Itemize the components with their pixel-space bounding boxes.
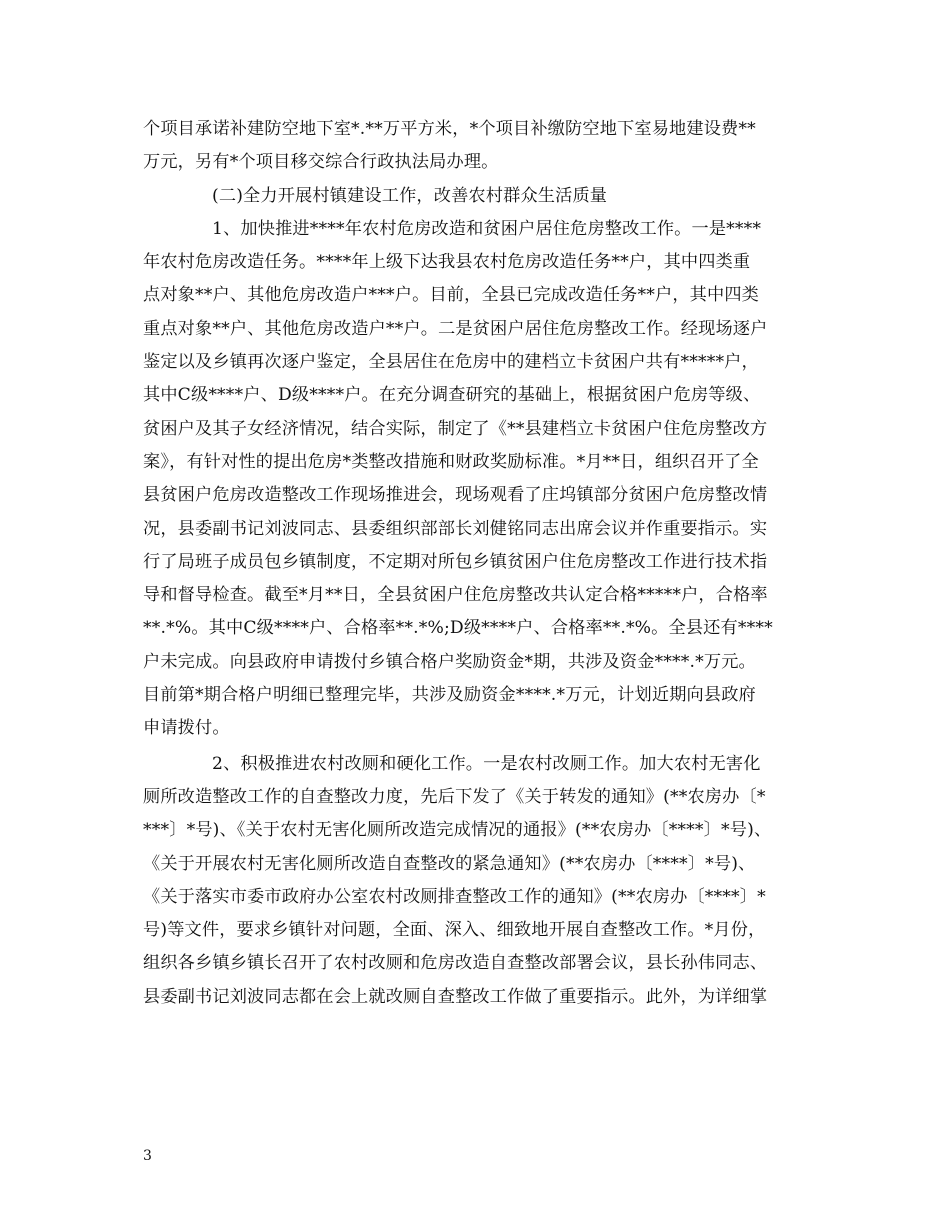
text-line-2: 万元，另有*个项目移交综合行政执法局办理。 — [143, 152, 499, 173]
text-line-18: 目前第*期合格户明细已整理完毕，共涉及励资金****.*万元，计划近期向县政府 — [143, 685, 756, 706]
text-line-6: 点对象**户、其他危房改造户***户。目前，全县已完成改造任务**户，其中四类 — [143, 285, 760, 306]
text-line-15: 导和督导检查。截至*月**日，全县贫困户住危房整改共认定合格*****户，合格率 — [143, 585, 768, 606]
text-line-17: 户未完成。向县政府申请拨付乡镇合格户奖励资金*期，共涉及资金****.*万元。 — [143, 651, 756, 672]
page-number: 3 — [143, 1148, 152, 1164]
text-line-1: 个项目承诺补建防空地下室*.**万平方米，*个项目补缴防空地下室易地建设费** — [143, 119, 756, 139]
document-body — [143, 113, 815, 1014]
text-line-21: 厕所改造整改工作的自查整改力度，先后下发了《关于转发的通知》(**农房办〔* — [143, 786, 766, 807]
text-line-22: ***〕*号)、《关于农村无害化厕所改造完成情况的通报》(**农房办〔****〕*号)、 — [143, 820, 772, 841]
paragraph-1-start: 1、加快推进****年农村危房改造和贫困户居住危房整改工作。一是**** — [212, 218, 762, 239]
text-line-12: 县贫困户危房改造整改工作现场推进会，现场观看了庄坞镇部分贫困户危房整改情 — [143, 485, 768, 506]
text-line-23: 《关于开展农村无害化厕所改造自查整改的紧急通知》(**农房办〔****〕*号)、 — [143, 853, 756, 874]
text-line-24: 《关于落实市委市政府办公室农村改厕排查整改工作的通知》(**农房办〔****〕* — [143, 886, 766, 907]
text-line-19: 申请拨付。 — [143, 718, 230, 739]
paragraph-2-start: 2、积极推进农村改厕和硬化工作。一是农村改厕工作。加大农村无害化 — [212, 753, 761, 774]
text-line-10: 贫困户及其子女经济情况，结合实际，制定了《**县建档立卡贫困户住危房整改方 — [143, 418, 768, 439]
text-line-5: 年农村危房改造任务。****年上级下达我县农村危房改造任务**户，其中四类重 — [143, 252, 751, 273]
text-line-7: 重点对象**户、其他危房改造户**户。二是贫困户居住危房整改工作。经现场逐户 — [143, 318, 768, 339]
text-line-8: 鉴定以及乡镇再次逐户鉴定，全县居住在危房中的建档立卡贫困户共有*****户， — [143, 352, 759, 373]
text-line-16: **.*%。其中C级****户、合格率**.*%;D级****户、合格率**.*%。全县还有**** — [143, 618, 773, 639]
text-line-27: 县委副书记刘波同志都在会上就改厕自查整改工作做了重要指示。此外，为详细掌 — [143, 986, 768, 1007]
text-line-25: 号)等文件，要求乡镇针对问题，全面、深入、细致地开展自查整改工作。*月份， — [143, 920, 766, 941]
text-line-11: 案》，有针对性的提出危房*类整改措施和财政奖励标准。*月**日，组织召开了全 — [143, 451, 759, 472]
text-line-13: 况，县委副书记刘波同志、县委组织部部长刘健铭同志出席会议并作重要指示。实 — [143, 518, 768, 539]
text-line-9: 其中C级****户、D级****户。在充分调查研究的基础上，根据贫困户危房等级、 — [143, 385, 761, 406]
text-line-26: 组织各乡镇乡镇长召开了农村改厕和危房改造自查整改部署会议，县长孙伟同志、 — [143, 953, 768, 974]
text-line-14: 行了局班子成员包乡镇制度，不定期对所包乡镇贫困户住危房整改工作进行技术指 — [143, 551, 768, 572]
section-heading: (二)全力开展村镇建设工作，改善农村群众生活质量 — [212, 185, 608, 206]
